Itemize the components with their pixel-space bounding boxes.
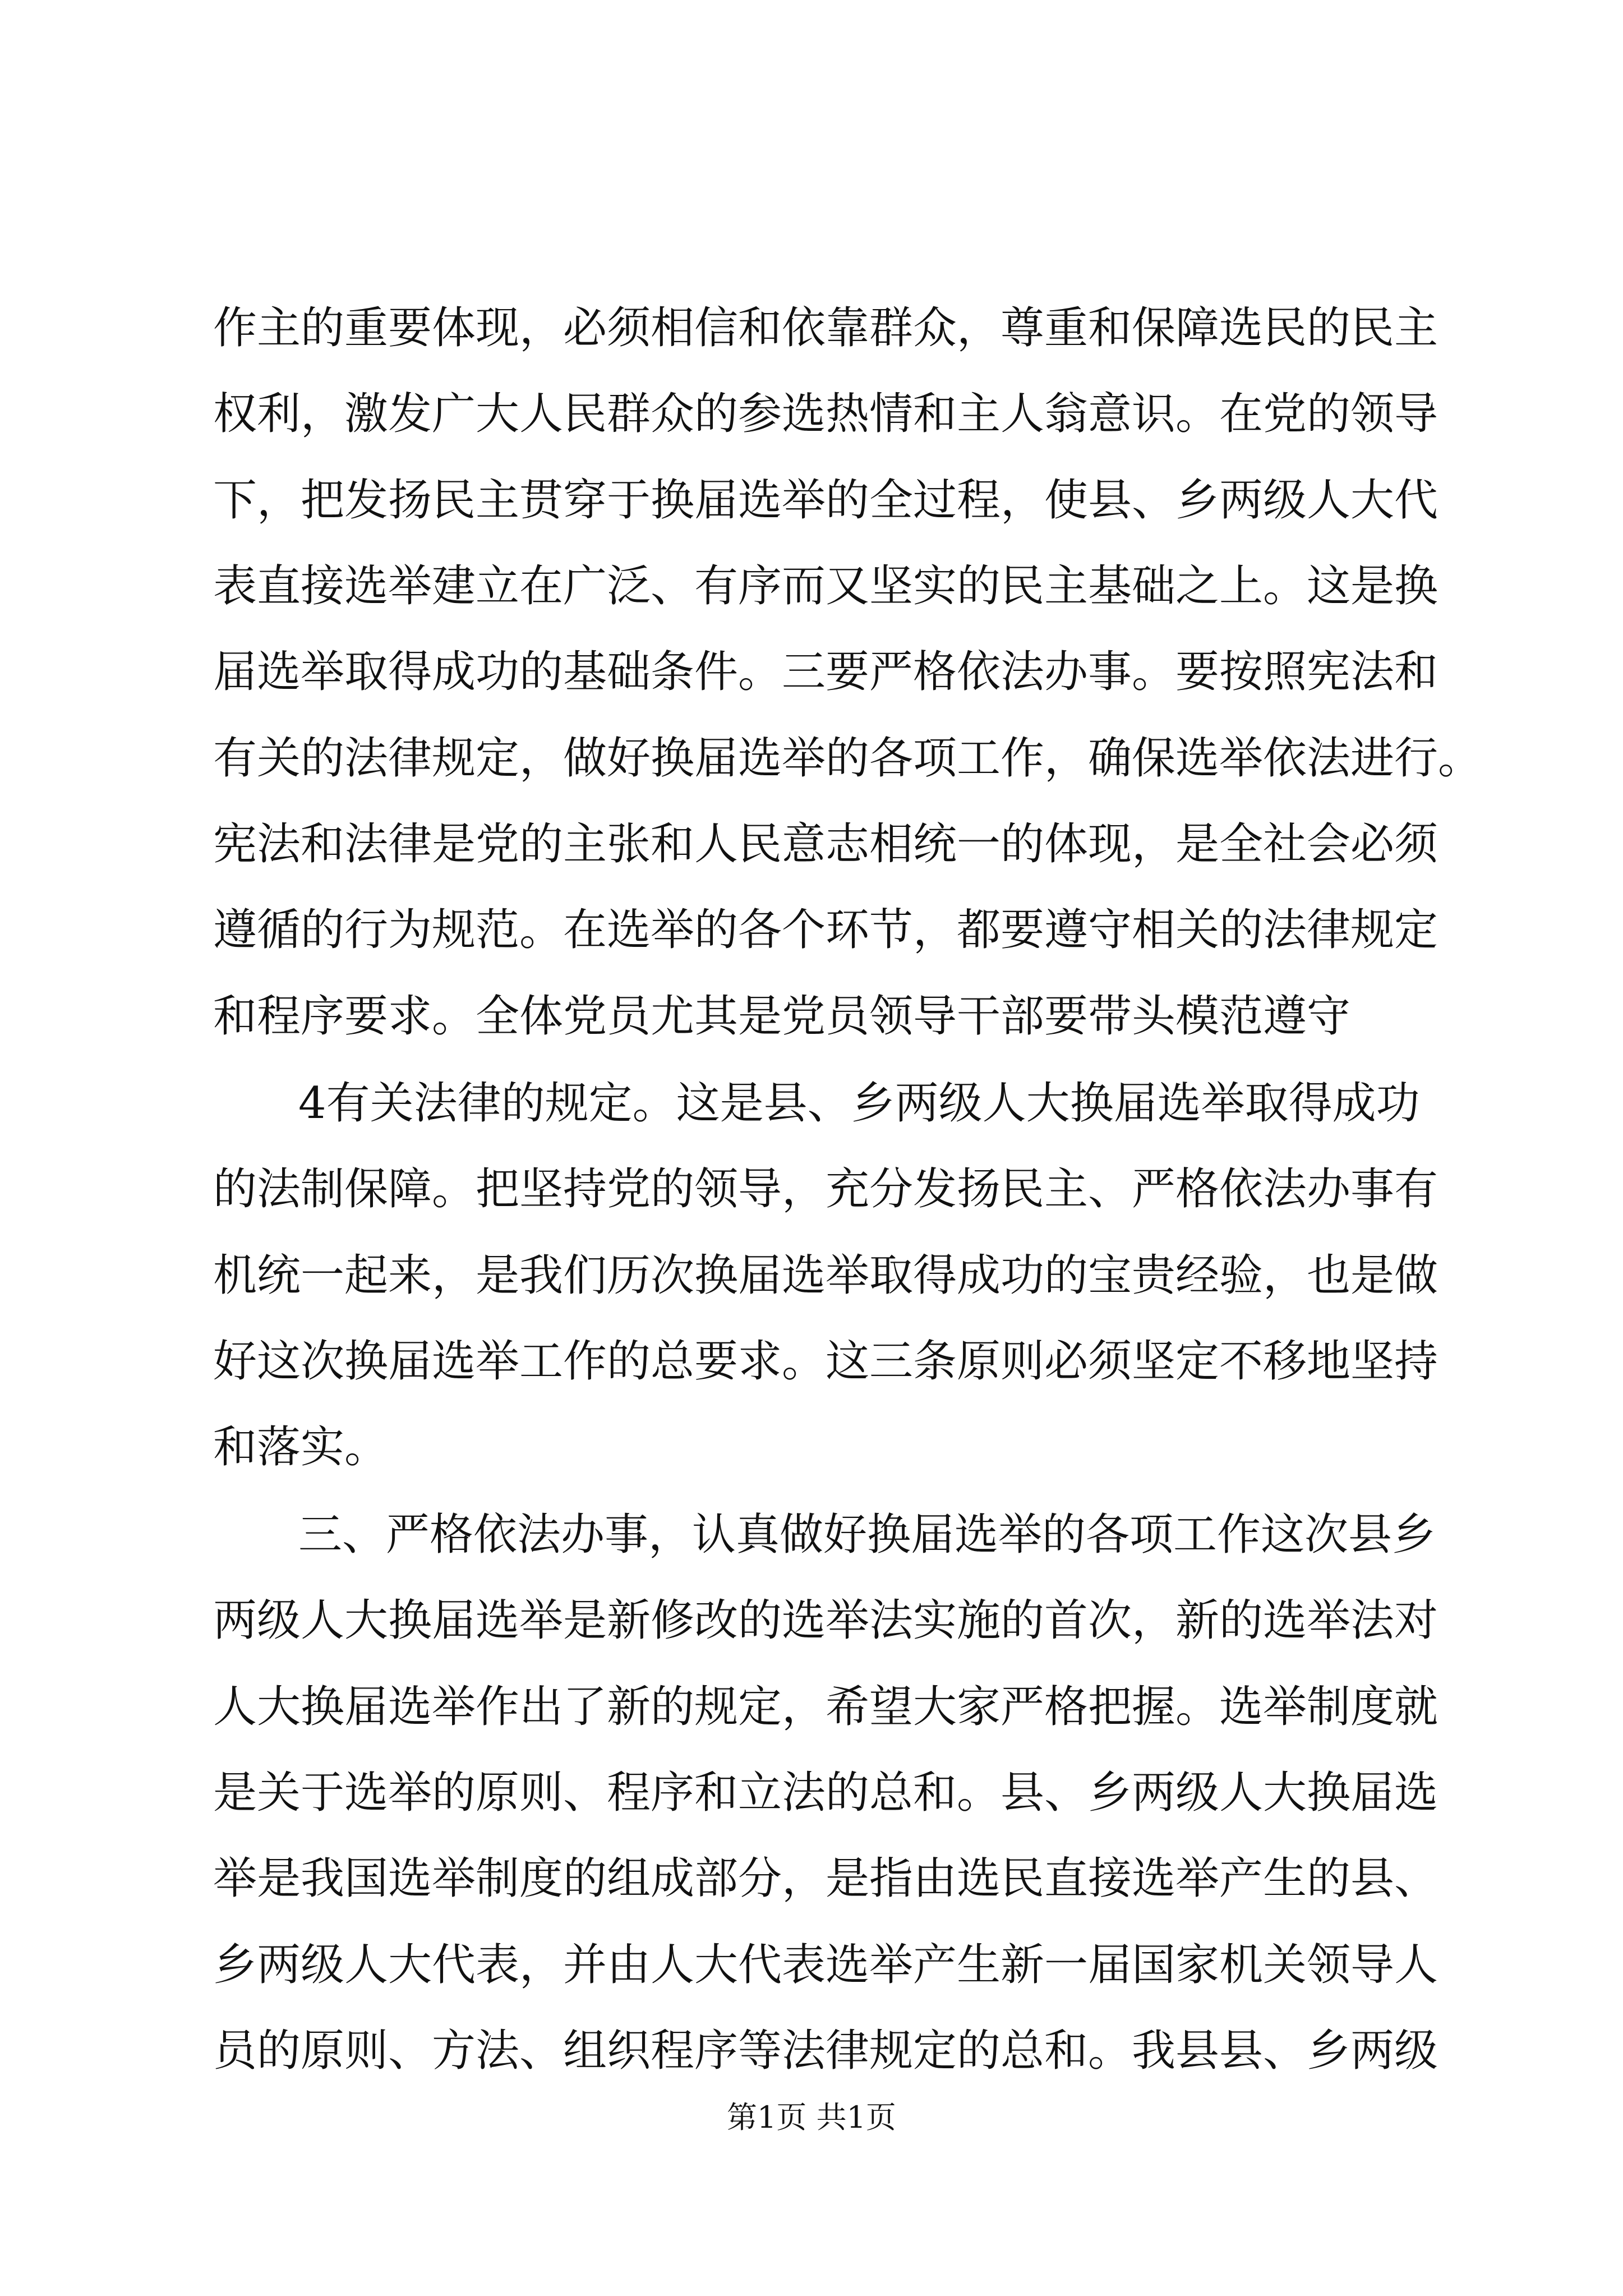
text-line: 两级人大换届选举是新修改的选举法实施的首次，新的选举法对 [213,1595,1438,1646]
text-line: 届选举取得成功的基础条件。三要严格依法办事。要按照宪法和 [213,647,1438,697]
text-line: 宪法和法律是党的主张和人民意志相统一的体现，是全社会必须 [213,819,1438,869]
text-line: 有关的法律规定，做好换届选举的各项工作，确保选举依法进行。 [213,733,1482,784]
text-line: 举是我国选举制度的组成部分，是指由选民直接选举产生的县、 [213,1853,1438,1904]
text-line: 好这次换届选举工作的总要求。这三条原则必须坚定不移地坚持 [213,1336,1438,1387]
text-line: 表直接选举建立在广泛、有序而又坚实的民主基础之上。这是换 [213,561,1438,611]
text-line: 和落实。 [213,1422,389,1473]
text-line: 的法制保障。把坚持党的领导，充分发扬民主、严格依法办事有 [213,1164,1438,1214]
text-line: 员的原则、方法、组织程序等法律规定的总和。我县县、乡两级 [213,2026,1438,2076]
text-line: 人大换届选举作出了新的规定，希望大家严格把握。选举制度就 [213,1682,1438,1732]
text-line: 作主的重要体现，必须相信和依靠群众，尊重和保障选民的民主 [213,303,1438,353]
page-footer: 第1页 共1页 [727,2100,896,2135]
text-line: 下，把发扬民主贯穿于换届选举的全过程，使县、乡两级人大代 [213,475,1438,526]
text-line: 和程序要求。全体党员尤其是党员领导干部要带头模范遵守 [213,991,1351,1042]
text-line: 权利，激发广大人民群众的参选热情和主人翁意识。在党的领导 [213,389,1438,439]
paragraph-first-line: 4有关法律的规定。这是县、乡两级人大换届选举取得成功 [298,1078,1420,1129]
paragraph-first-line: 三、严格依法办事，认真做好换届选举的各项工作这次县乡 [298,1510,1436,1560]
text-line: 机统一起来，是我们历次换届选举取得成功的宝贵经验，也是做 [213,1250,1438,1301]
text-line: 乡两级人大代表，并由人大代表选举产生新一届国家机关领导人 [213,1940,1438,1990]
text-line: 遵循的行为规范。在选举的各个环节，都要遵守相关的法律规定 [213,905,1438,955]
text-line: 是关于选举的原则、程序和立法的总和。县、乡两级人大换届选 [213,1768,1438,1818]
